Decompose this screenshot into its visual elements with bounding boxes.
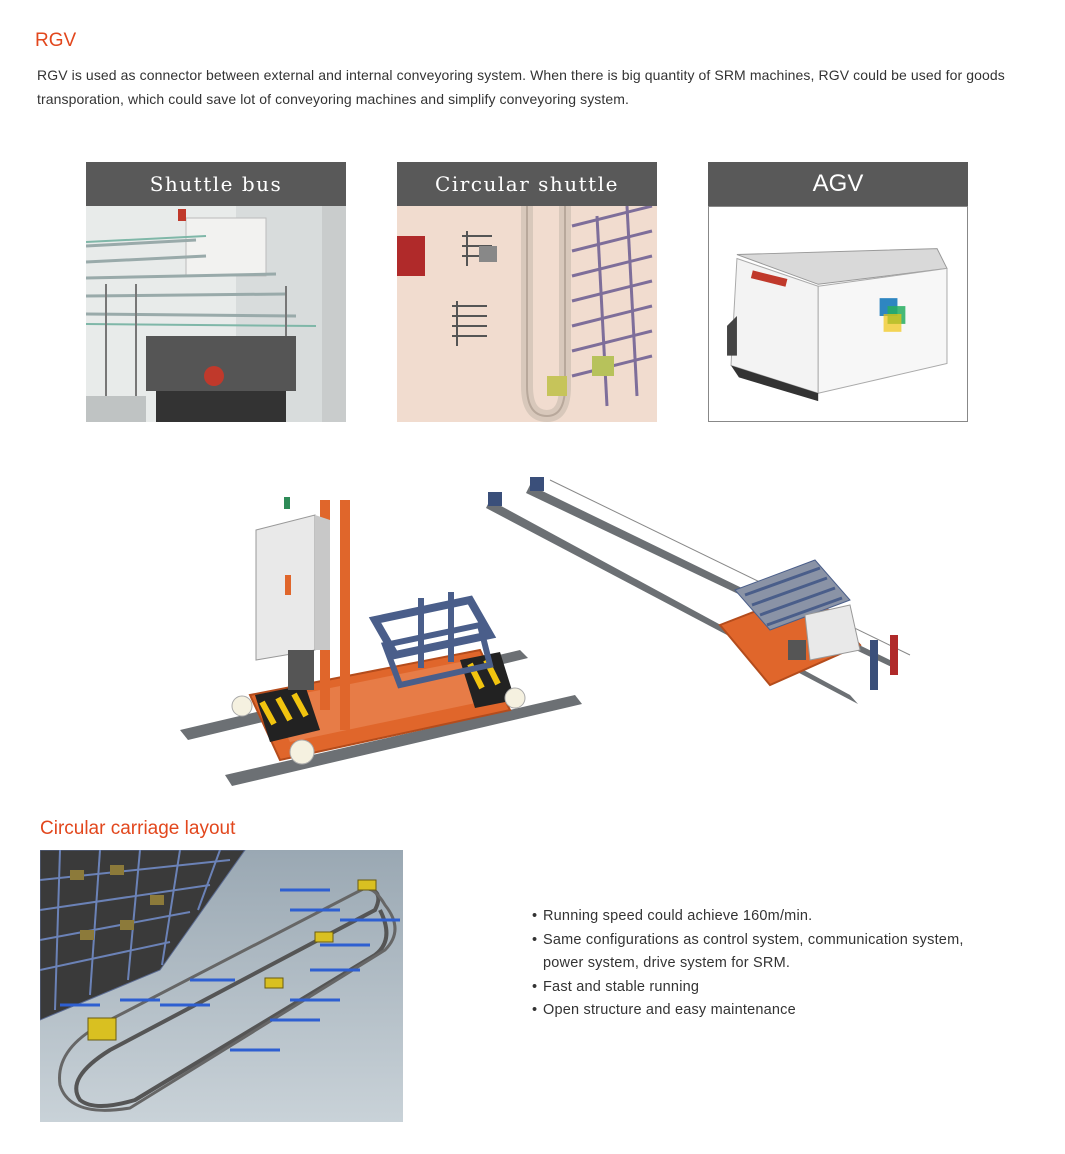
feature-text-continued: power system, drive system for SRM. <box>543 955 791 971</box>
bullet: • <box>532 908 538 924</box>
agv-photo <box>708 206 968 422</box>
bullet: • <box>532 978 538 995</box>
rgv-title: RGV <box>35 30 77 51</box>
feature-list <box>532 905 964 1023</box>
bullet: • <box>532 1002 538 1018</box>
feature-text: Open structure and easy maintenance <box>543 1002 796 1018</box>
list-item <box>532 976 964 1000</box>
circular-shuttle-photo <box>397 206 657 422</box>
layout-title: Circular carriage layout <box>40 818 236 839</box>
feature-text: Same configurations as control system, communication system, <box>543 931 964 948</box>
card-agv <box>708 162 968 422</box>
circular-carriage-layout-render <box>40 850 403 1122</box>
list-item <box>532 929 964 953</box>
rgv-machines-illustration <box>170 460 930 810</box>
card-label-shuttle-bus: Shuttle bus <box>86 162 346 206</box>
shuttle-bus-photo <box>86 206 346 422</box>
card-label-agv: AGV <box>708 162 968 206</box>
feature-text: Running speed could achieve 160m/min. <box>543 908 813 924</box>
card-label-circular-shuttle: Circular shuttle <box>397 162 657 206</box>
bullet: • <box>532 931 538 948</box>
card-circular-shuttle <box>397 162 657 422</box>
list-item <box>532 905 964 929</box>
card-shuttle-bus <box>86 162 346 422</box>
right-rgv-rails <box>486 477 910 704</box>
feature-text: Fast and stable running <box>543 978 700 995</box>
rgv-description: RGV is used as connector between external and internal conveyoring system. When there is big quantity of SRM machines, RGV could be used for goods transporation, which could save lot of conveyoring machines and simplify conveyoring system. <box>37 67 1005 107</box>
list-item <box>532 999 964 1023</box>
